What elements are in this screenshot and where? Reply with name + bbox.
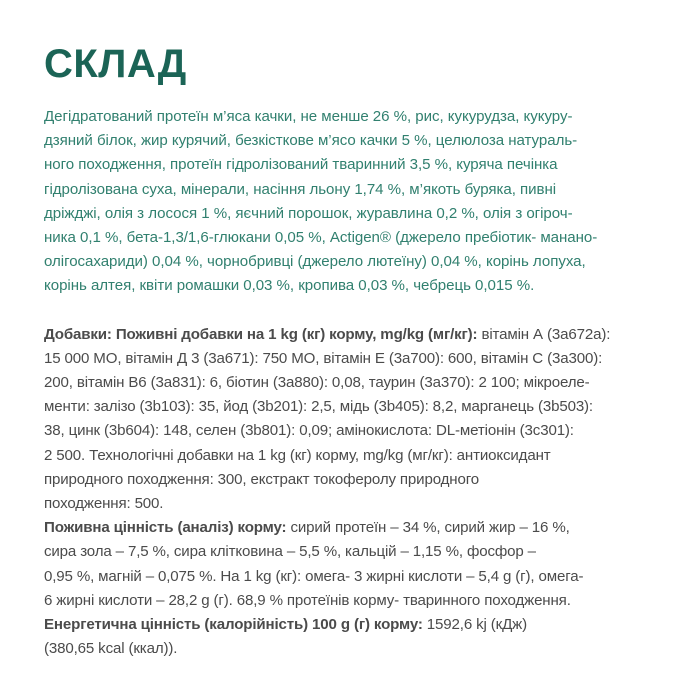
analysis-line-text: сира зола – 7,5 %, сира клітковина – 5,5 %, кальцій – 1,15 %, фосфор – [44, 543, 536, 561]
ingredients-line: Дегідратований протеїн м’яса качки, не менше 26 %, рис, кукурудза, кукуру- [44, 108, 573, 125]
ingredients-line: гідролізована суха, мінерали, насіння льону 1,74 %, м’якоть буряка, пивні [44, 180, 557, 198]
analysis-line [44, 371, 658, 395]
analysis-line [44, 468, 658, 492]
analysis-line-text: (380,65 kcal (ккал)). [44, 640, 178, 658]
analysis-line-text: походження: 500. [44, 495, 164, 513]
energy-value-label: Енергетична цінність (калорійність) 100 g (г) корму: [44, 616, 423, 634]
analysis-paragraph [44, 323, 658, 662]
analysis-line [44, 323, 658, 347]
analysis-line [44, 516, 658, 540]
ingredients-paragraph [44, 105, 658, 299]
analysis-line-text: менти: залізо (3b103): 35, йод (3b201): 2,5, мідь (3b405): 8,2, марганець (3b503): [44, 398, 593, 416]
page-title: СКЛАД [44, 42, 187, 86]
analysis-line [44, 444, 658, 468]
analysis-line [44, 565, 658, 589]
analysis-line [44, 492, 658, 516]
analysis-line [44, 613, 658, 637]
analysis-line-text: 0,95 %, магній – 0,075 %. На 1 kg (кг): омега- 3 жирні кислоти – 5,4 g (г), омега- [44, 567, 584, 585]
analysis-line [44, 589, 658, 613]
ingredients-line: корінь алтея, квіти ромашки 0,03 %, кропива 0,03 %, чебрець 0,015 %. [44, 277, 535, 295]
nutritional-value-label: Поживна цінність (аналіз) корму: [44, 519, 287, 537]
ingredients-line: ника 0,1 %, бета-1,3/1,6-глюкани 0,05 %, Actigen® (джерело пребіотик- манано- [44, 229, 598, 247]
analysis-line [44, 347, 658, 371]
additives-label: Добавки: Поживні добавки на 1 kg (кг) корму, mg/kg (мг/кг): [44, 325, 478, 343]
analysis-line [44, 419, 658, 443]
analysis-line-text: вітамін А (3a672a): [477, 325, 611, 343]
analysis-line [44, 637, 658, 661]
analysis-line-text: 200, вітамін В6 (3a831): 6, біотин (3a880): 0,08, таурин (3a370): 2 100; мікроеле- [44, 374, 590, 392]
analysis-line-text: 15 000 МО, вітамін Д 3 (3a671): 750 МО, вітамін Е (3a700): 600, вітамін С (3a300): [44, 349, 603, 367]
analysis-line-text: природного походження: 300, екстракт токоферолу природного [44, 470, 479, 488]
ingredients-line: ного походження, протеїн гідролізований тваринний 3,5 %, куряча печінка [44, 156, 558, 174]
analysis-line [44, 395, 658, 419]
analysis-line [44, 540, 658, 564]
analysis-line-text: 2 500. Технологічні добавки на 1 kg (кг) корму, mg/kg (мг/кг): антиоксидант [44, 446, 551, 464]
analysis-line-text: сирий протеїн – 34 %, сирий жир – 16 %, [286, 519, 570, 537]
ingredients-line: олігосахариди) 0,04 %, чорнобривці (джерело лютеїну) 0,04 %, корінь лопуха, [44, 253, 586, 271]
analysis-line-text: 1592,6 kj (кДж) [422, 616, 527, 634]
analysis-line-text: 6 жирні кислоти – 28,2 g (г). 68,9 % протеїнів корму- тваринного походження. [44, 591, 571, 609]
analysis-line-text: 38, цинк (3b604): 148, селен (3b801): 0,09; амінокислота: DL-метіонін (3c301): [44, 422, 574, 440]
ingredients-line: дріжджі, олія з лосося 1 %, яєчний порошок, журавлина 0,2 %, олія з огіроч- [44, 204, 573, 222]
ingredients-line: дзяний білок, жир курячий, безкісткове м’ясо качки 5 %, целюлоза натураль- [44, 132, 578, 150]
